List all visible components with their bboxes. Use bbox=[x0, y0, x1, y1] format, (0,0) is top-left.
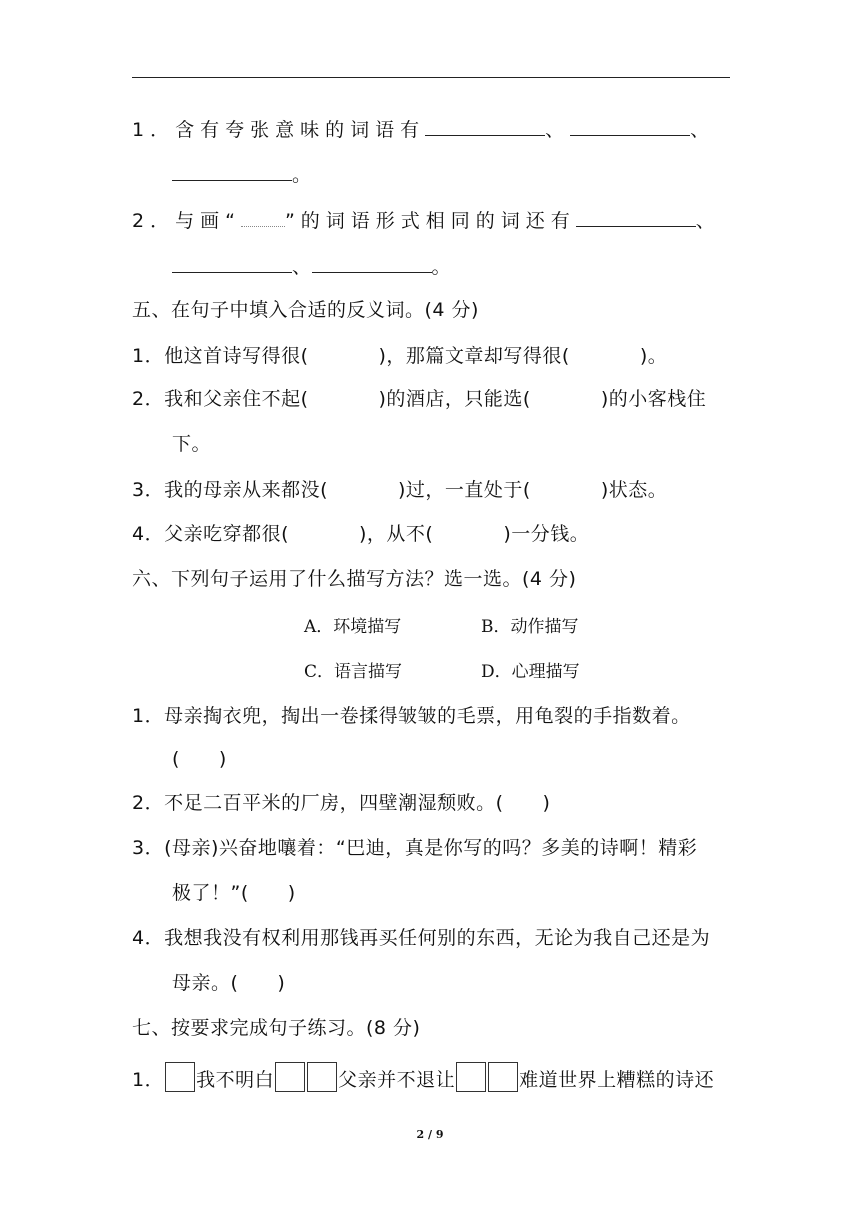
text: 母亲掏衣兜，掏出一卷揉得皱皱的毛票，用龟裂的手指数着。 bbox=[164, 705, 691, 727]
text: )状态。 bbox=[600, 479, 668, 501]
page-number: 2 / 9 bbox=[416, 1128, 444, 1141]
s5-item-4 bbox=[132, 522, 589, 546]
answer-blank[interactable] bbox=[312, 254, 432, 273]
text: 我的母亲从来都没( bbox=[164, 479, 329, 501]
s7-item-1 bbox=[132, 1062, 714, 1092]
s5-item-2 bbox=[132, 387, 706, 411]
text: )。 bbox=[639, 345, 668, 367]
period: 。 bbox=[431, 256, 452, 278]
option-b: B．动作描写 bbox=[481, 617, 579, 637]
question-2-cont bbox=[172, 254, 451, 279]
option-a: A．环境描写 bbox=[304, 617, 402, 637]
s6-item-3 bbox=[132, 836, 697, 860]
question-text: 含有夸张意味的词语有 bbox=[175, 119, 426, 141]
answer-blank[interactable] bbox=[172, 254, 292, 273]
text: (母亲)兴奋地嚷着：“巴迪，真是你写的吗？多美的诗啊！精彩 bbox=[164, 837, 698, 859]
period: 。 bbox=[292, 164, 312, 186]
separator: 、 bbox=[545, 119, 571, 141]
question-number: 2． bbox=[132, 792, 165, 814]
section-7-title: 七、按要求完成句子练习。(8 分) bbox=[132, 1017, 421, 1039]
text: )一分钱。 bbox=[503, 523, 590, 545]
s5-item-1 bbox=[132, 344, 667, 368]
question-1-cont bbox=[172, 162, 312, 187]
text: 父亲并不退让 bbox=[338, 1069, 456, 1091]
question-number: 4． bbox=[132, 927, 165, 949]
separator: 、 bbox=[695, 210, 721, 232]
question-number: 1． bbox=[132, 345, 165, 367]
s5-item-2-cont: 下。 bbox=[172, 433, 212, 455]
punctuation-box[interactable] bbox=[307, 1062, 337, 1092]
text: 他这首诗写得很( bbox=[164, 345, 309, 367]
answer-blank[interactable] bbox=[425, 117, 545, 136]
question-2 bbox=[132, 208, 721, 233]
text: )的小客栈住 bbox=[600, 388, 707, 410]
section-5-title: 五、在句子中填入合适的反义词。(4 分) bbox=[132, 299, 479, 321]
answer-blank[interactable] bbox=[576, 208, 696, 227]
punctuation-box[interactable] bbox=[165, 1062, 195, 1092]
s6-item-1-answer[interactable]: ( ) bbox=[172, 748, 227, 770]
question-number: 1． bbox=[132, 705, 165, 727]
question-text: ”的词语形式相同的词还有 bbox=[284, 210, 576, 232]
text: 我不明白 bbox=[196, 1069, 275, 1091]
s6-item-1 bbox=[132, 704, 691, 728]
text: 我和父亲住不起( bbox=[164, 388, 309, 410]
punctuation-box[interactable] bbox=[488, 1062, 518, 1092]
punctuation-box[interactable] bbox=[275, 1062, 305, 1092]
question-number: 2． bbox=[132, 388, 165, 410]
question-number: 3． bbox=[132, 837, 165, 859]
text: 我想我没有权利用那钱再买任何别的东西，无论为我自己还是为 bbox=[164, 927, 711, 949]
punctuation-box[interactable] bbox=[456, 1062, 486, 1092]
answer-blank[interactable] bbox=[570, 117, 690, 136]
question-text: 与画“ bbox=[175, 210, 241, 232]
s6-item-4-cont: 母亲。( ) bbox=[172, 972, 286, 994]
question-number: 3． bbox=[132, 479, 165, 501]
text: )，那篇文章却写得很( bbox=[378, 345, 570, 367]
text: )，从不( bbox=[359, 523, 434, 545]
s5-item-3 bbox=[132, 478, 667, 502]
separator: 、 bbox=[292, 256, 312, 278]
question-number: 4． bbox=[132, 523, 165, 545]
answer-blank[interactable] bbox=[172, 162, 292, 181]
question-number: 1． bbox=[132, 119, 176, 141]
s6-item-2 bbox=[132, 791, 550, 815]
header-rule bbox=[132, 77, 730, 78]
text: 不足二百平米的厂房，四壁潮湿颓败。( ) bbox=[164, 792, 551, 814]
wavy-underline bbox=[241, 212, 285, 227]
question-1 bbox=[132, 117, 715, 142]
separator: 、 bbox=[690, 119, 716, 141]
section-6-title: 六、下列句子运用了什么描写方法？选一选。(4 分) bbox=[132, 568, 577, 590]
question-number: 1． bbox=[132, 1069, 165, 1091]
s6-item-3-cont: 极了！”( ) bbox=[172, 882, 296, 904]
text: 难道世界上糟糕的诗还 bbox=[519, 1069, 715, 1091]
text: )的酒店，只能选( bbox=[378, 388, 531, 410]
question-number: 2． bbox=[132, 210, 176, 232]
option-c: C．语言描写 bbox=[304, 662, 403, 682]
text: 父亲吃穿都很( bbox=[164, 523, 290, 545]
s6-item-4 bbox=[132, 926, 710, 950]
text: )过，一直处于( bbox=[398, 479, 531, 501]
option-d: D．心理描写 bbox=[481, 662, 580, 682]
